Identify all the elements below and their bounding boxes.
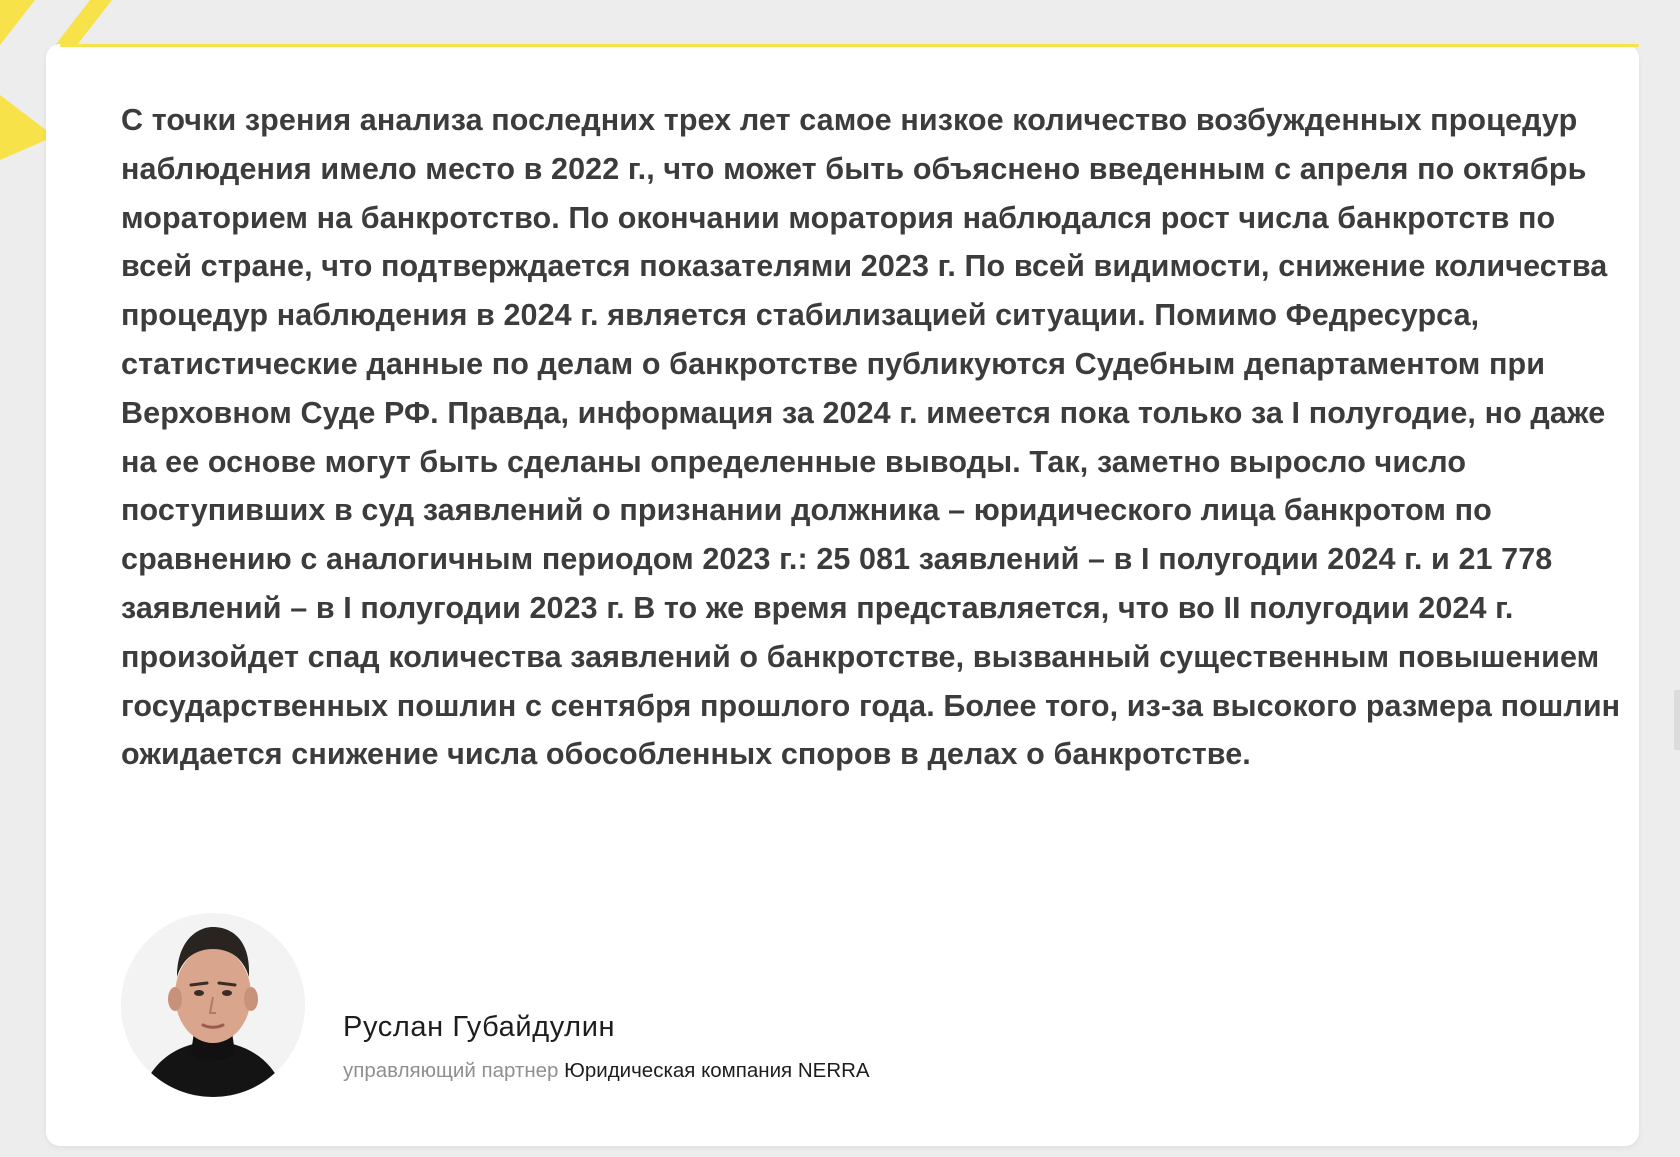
- author-company: Юридическая компания NERRA: [564, 1059, 870, 1082]
- author-avatar: [121, 913, 305, 1097]
- author-position: управляющий партнер: [343, 1059, 559, 1082]
- author-name: Руслан Губайдулин: [343, 1011, 616, 1043]
- author-block: [121, 913, 1021, 1097]
- quote-text: С точки зрения анализа последних трех лет самое низкое количество возбужденных процедур наблюдения имело место в 2022 г., что может быть объяснено введенным с апреля по октябрь мораторием на банкротство. По окончании моратория наблюдался рост числа банкротств по всей стране, что подтверждается показателями 2023 г. По всей видимости, снижение количества процедур наблюдения в 2024 г. является стабилизацией ситуации. Помимо Федресурса, статистические данные по делам о банкротстве публикуются Судебным департаментом при Верховном Суде РФ. Правда, информация за 2024 г. имеется пока только за I полугодие, но даже на ее основе могут быть сделаны определенные выводы. Так, заметно выросло число поступивших в суд заявлений о признании должника – юридического лица банкротом по сравнению с аналогичным периодом 2023 г.: 25 081 заявлений – в I полугодии 2024 г. и 21 778 заявлений – в I полугодии 2023 г. В то же время представляется, что во II полугодии 2024 г. произойдет спад количества заявлений о банкротстве, вызванный существенным повышением государственных пошлин с сентября прошлого года. Более того, из-за высокого размера пошлин ожидается снижение числа обособленных споров в делах о банкротстве.: [121, 103, 1621, 772]
- scrollbar-thumb[interactable]: [1674, 690, 1680, 750]
- person-portrait-icon: [121, 913, 305, 1097]
- card-accent-line: [60, 44, 1639, 47]
- quote-card: [46, 44, 1639, 1146]
- author-role: [343, 1059, 870, 1083]
